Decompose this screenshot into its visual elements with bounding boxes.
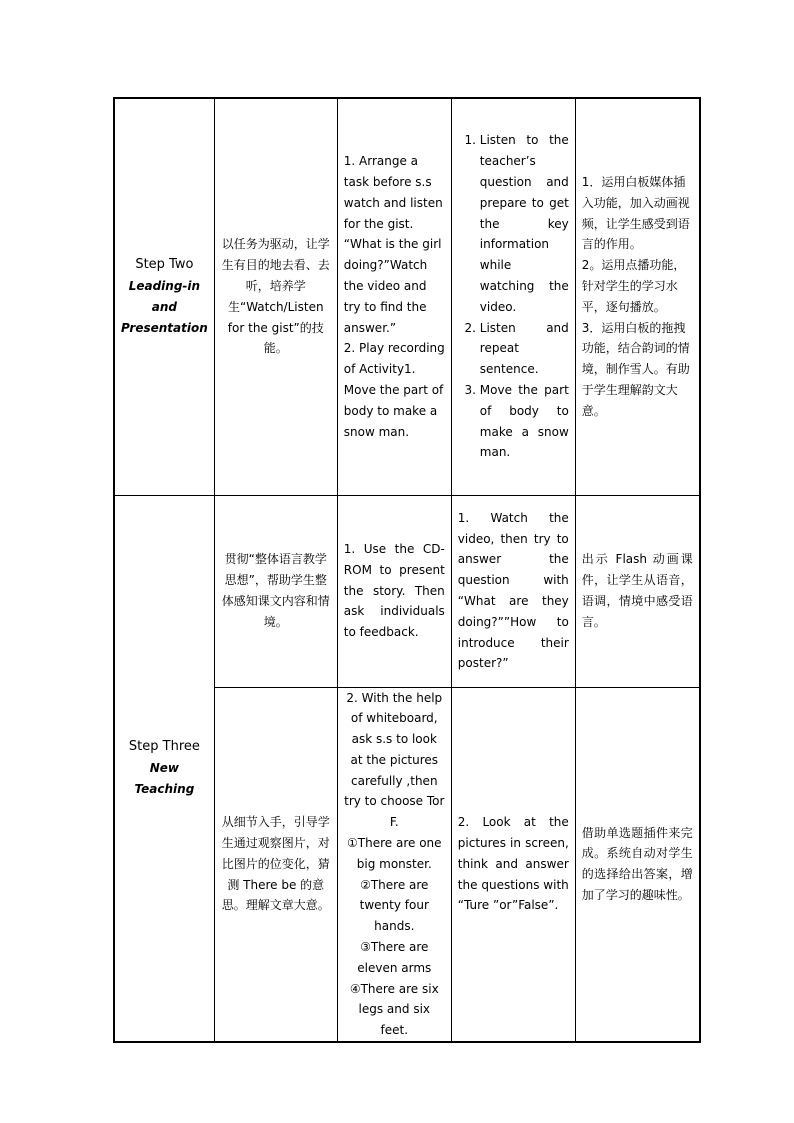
teacher-activity-line: 1. Use the CD-ROM to present the story. Then ask individuals to feedback.: [343, 542, 445, 640]
student-activity-list: [458, 130, 569, 463]
teacher-activity-line: ④There are six legs and six feet.: [349, 981, 439, 1038]
teacher-activity-line: 2. Play recording of Activity1.: [343, 341, 445, 377]
step-name: Step Three: [128, 739, 200, 755]
step-description: and: [151, 299, 177, 314]
purpose-text: 从细节入手，引导学生通过观察图片，对比图片的位变化，猜测 There be 的意思。理解文章大意。: [221, 815, 330, 913]
lesson-plan-table: [113, 97, 701, 1043]
student-activity-item: 3. Move the part of body to make a snow man.: [480, 380, 569, 463]
step-cell: [114, 98, 214, 495]
teacher-activity-line: 1. Arrange a task before s.s watch and listen for the gist.: [343, 154, 443, 231]
teacher-activity-line: ②There are twenty four hands.: [359, 877, 429, 934]
teacher-activity-line: ③There are eleven arms: [357, 940, 432, 975]
student-activity-item: 2. Listen and repeat sentence.: [480, 318, 569, 380]
student-activity-cell: [451, 98, 575, 495]
technology-use-cell: [575, 687, 700, 1042]
teacher-activity-cell: [337, 495, 451, 687]
step-description: Leading-in: [128, 278, 201, 293]
purpose-text: 以任务为驱动，让学生有目的地去看、去听，培养学生“Watch/Listen for the gist”的技能。: [221, 237, 330, 356]
purpose-cell: [214, 98, 337, 495]
step-two-row: [114, 98, 700, 495]
technology-use-line: 3．运用白板的拖拽功能，结合韵词的情境，制作雪人。有助于学生理解韵文大意。: [581, 320, 690, 418]
purpose-cell: [214, 687, 337, 1042]
purpose-text: 贯彻“整体语言教学思想”，帮助学生整体感知课文内容和情境。: [221, 552, 330, 629]
purpose-cell: [214, 495, 337, 687]
technology-use-text: 借助单选题插件来完成。系统自动对学生的选择给出答案，增加了学习的趣味性。: [581, 825, 693, 903]
technology-use-line: 1．运用白板媒体插入功能，加入动画视频，让学生感受到语言的作用。: [581, 174, 690, 252]
teacher-activity-line: ①There are one big monster.: [347, 836, 442, 871]
technology-use-text: 出示 Flash 动画课件，让学生从语音，语调，情境中感受语言。: [581, 552, 693, 629]
teacher-activity-line: Move the part of body to make a snow man.: [343, 382, 444, 439]
step-three-row-1: [114, 495, 700, 687]
student-activity-text: 2. Look at the pictures in screen, think and answer the questions with “Ture ”or”False”.: [457, 815, 569, 913]
step-name: Step Two: [135, 257, 194, 273]
student-activity-text: 1. Watch the video, then try to answer the question with “What are they doing?””How to introduce their poster?”: [457, 510, 569, 671]
teacher-activity-cell: [337, 98, 451, 495]
student-activity-cell: [451, 495, 575, 687]
step-description: Presentation: [121, 320, 208, 335]
step-cell: [114, 495, 214, 1042]
teacher-activity-line: 2. With the help of whiteboard, ask s.s to look at the pictures carefully ,then try to choose Tor F.: [344, 690, 445, 830]
technology-use-line: 2。运用点播功能，针对学生的学习水平，逐句播放。: [581, 258, 686, 314]
technology-use-cell: [575, 495, 700, 687]
step-description: New: [149, 760, 180, 775]
student-activity-cell: [451, 687, 575, 1042]
teacher-activity-cell: [337, 687, 451, 1042]
teacher-activity-line: “What is the girl doing?”Watch the video and try to find the answer.”: [343, 237, 442, 335]
step-description: Teaching: [134, 781, 195, 796]
student-activity-item: 1. Listen to the teacher’s question and prepare to get the key information while watching the video.: [480, 130, 569, 317]
technology-use-cell: [575, 98, 700, 495]
